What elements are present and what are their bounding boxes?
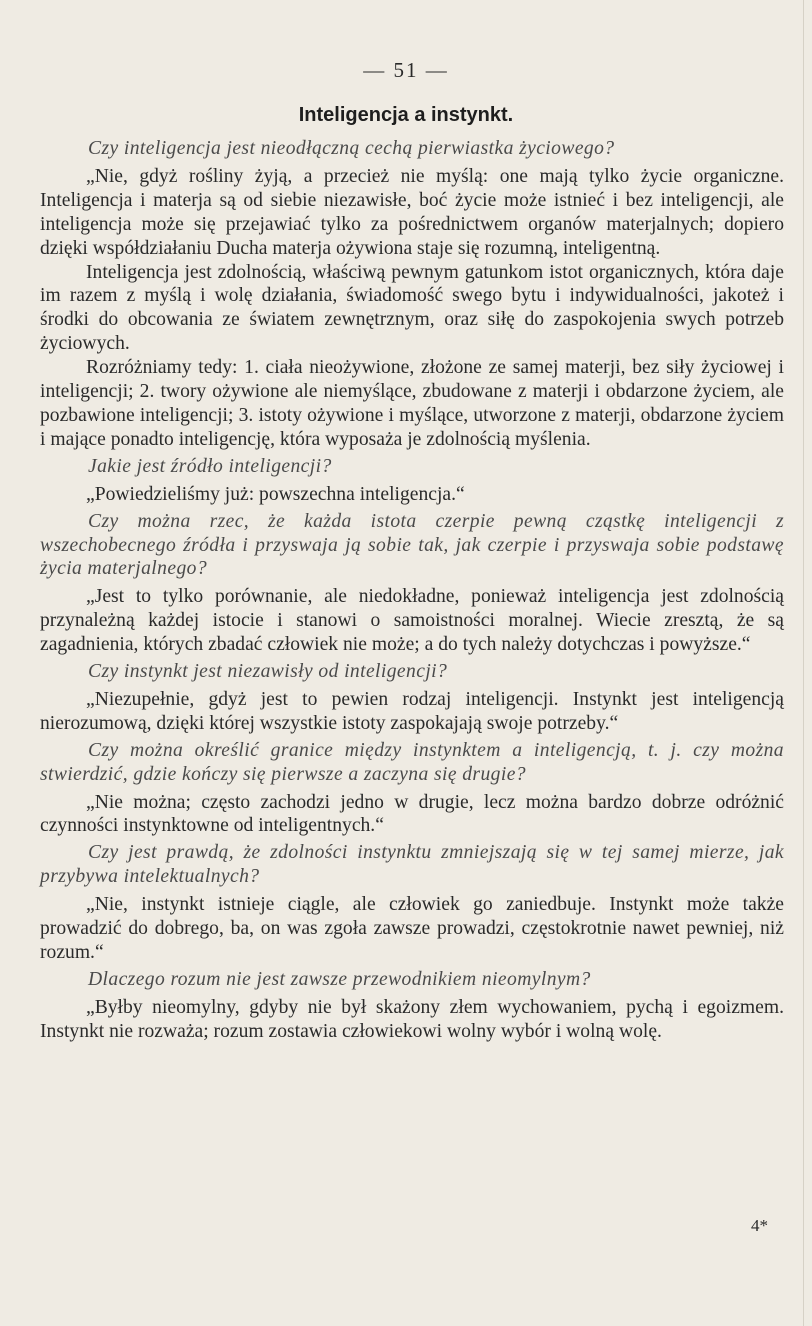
answer-paragraph: „Nie, instynkt istnieje ciągle, ale człowiek go zaniedbuje. Instynkt może także prowadzić do dobrego, ba, on was zgoła zawsze prowadzi, częstokrotnie nawet pewniej, niż rozum.“ [40, 894, 784, 963]
answer-paragraph: „Nie, gdyż rośliny żyją, a przecież nie myślą: one mają tylko życie organiczne. Inteligencja i materja są od siebie niezawisłe, boć życie może istnieć i bez inteligencji, ale inteligencja może się przejawiać tylko za pośrednictwem organów materjalnych; dopiero dzięki współdziałaniu Ducha materja ożywiona staje się rozumną, inteligentną. [40, 165, 784, 259]
question-paragraph: Czy inteligencja jest nieodłączną cechą pierwiastka życiowego? [88, 138, 615, 159]
page-number: — 51 — [363, 58, 449, 82]
page-edge [803, 0, 804, 1326]
body-paragraph: Rozróżniamy tedy: 1. ciała nieożywione, złożone ze samej materji, bez siły życiowej i inteligencji; 2. twory ożywione ale niemyślące, zbudowane z materji i obdarzone życiem, ale pozbawione inteligencji; 3. istoty ożywione i myślące, utworzone z materji, obdarzone życiem i mające ponadto inteligencję, która wyposaża je zdolnością myślenia. [40, 357, 784, 450]
question-paragraph: Czy instynkt jest niezawisły od inteligencji? [88, 661, 448, 683]
signature-mark: 4* [751, 1216, 768, 1235]
answer-paragraph: „Byłby nieomylny, gdyby nie był skażony złem wychowaniem, pychą i egoizmem. Instynkt nie rozważa; rozum zostawia człowiekowi wolny wybór i wolną wolę. [40, 996, 784, 1042]
question-paragraph: Czy jest prawdą, że zdolności instynktu zmniejszają się w tej samej mierze, jak przybywa intelektualnych? [40, 842, 784, 888]
answer-paragraph: „Powiedzieliśmy już: powszechna inteligencja.“ [86, 483, 465, 505]
section-heading: Inteligencja a instynkt. [298, 104, 514, 126]
answer-paragraph: „Niezupełnie, gdyż jest to pewien rodzaj inteligencji. Instynkt jest inteligencją nierozumową, dzięki której wszystkie istoty zaspokajają swoje potrzeby.“ [40, 688, 784, 734]
answer-paragraph: „Nie można; często zachodzi jedno w drugie, lecz można bardzo dobrze odróżnić czynności instynktowne od inteligentnych.“ [40, 791, 784, 837]
page-body [40, 134, 784, 1044]
question-paragraph: Dlaczego rozum nie jest zawsze przewodnikiem nieomylnym? [88, 968, 591, 990]
answer-paragraph: „Jest to tylko porównanie, ale niedokładne, ponieważ inteligencja jest zdolnością przynależną każdej istocie i stanowi o samoistności moralnej. Wiecie zresztą, że są zagadnienia, których zbadać człowiek nie może; a do tych należy dotychczas i powyższe.“ [40, 586, 784, 656]
question-paragraph: Czy można rzec, że każda istota czerpie pewną cząstkę inteligencji z wszechobecnego źródła i przyswaja ją sobie tak, jak czerpie i przyswaja sobie podstawę życia materjalnego? [40, 510, 784, 580]
body-paragraph: Inteligencja jest zdolnością, właściwą pewnym gatunkom istot organicznych, która daje im razem z myślą i wolę działania, świadomość swego bytu i indywidualności, jakoteż i środki do obcowania ze światem zewnętrznym, oraz siłę do zaspokojenia swych potrzeb życiowych. [40, 261, 784, 355]
question-paragraph: Czy można określić granice między instynktem a inteligencją, t. j. czy można stwierdzić, gdzie kończy się pierwsze a zaczyna się drugie? [40, 739, 784, 785]
question-paragraph: Jakie jest źródło inteligencji? [88, 455, 332, 477]
